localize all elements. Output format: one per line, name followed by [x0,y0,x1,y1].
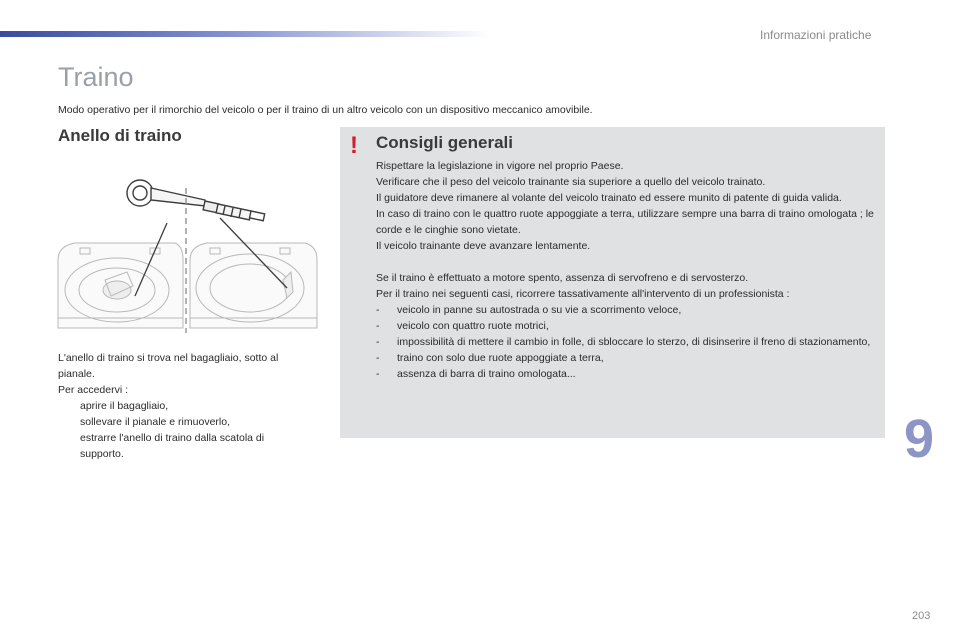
advice-line: Verificare che il peso del veicolo trainante sia superiore a quello del veicolo trainato. [376,176,766,188]
advice-line: In caso di traino con le quattro ruote appoggiate a terra, utilizzare sempre una barra di traino omologata ; le corde e le cinghie sono vietate. [376,208,874,236]
tow-eye-icon [127,180,265,221]
header-accent-bar [0,31,490,37]
intro-text: Modo operativo per il rimorchio del veicolo o per il traino di un altro veicolo con un dispositivo meccanico amovibile. [58,104,593,116]
paragraph-gap [376,254,876,270]
advice-line: Per il traino nei seguenti casi, ricorrere tassativamente all'intervento di un professionista : [376,288,790,300]
tow-ring-description [58,350,308,462]
professional-case: - veicolo con quattro ruote motrici, [376,320,549,332]
advice-line: Se il traino è effettuato a motore spento, assenza di servofreno e di servosterzo. [376,272,749,284]
general-advice-text [376,158,876,382]
access-intro: Per accedervi : [58,384,129,396]
professional-case: - traino con solo due ruote appoggiate a terra, [376,352,604,364]
section-label: Informazioni pratiche [760,28,872,42]
access-step: aprire il bagagliaio, [80,400,169,412]
chapter-number: 9 [904,409,935,469]
access-steps [58,398,308,462]
tow-ring-heading: Anello di traino [58,126,182,145]
tow-ring-illustration [55,168,320,343]
access-step: estrarre l'anello di traino dalla scatola di supporto. [80,432,265,460]
trunk-view-left [58,243,183,328]
professional-case: - veicolo in panne su autostrada o su vie a scorrimento veloce, [376,304,682,316]
advice-line: Il veicolo trainante deve avanzare lentamente. [376,240,591,252]
advice-line: Rispettare la legislazione in vigore nel proprio Paese. [376,160,624,172]
access-step: sollevare il pianale e rimuoverlo, [80,416,230,428]
warning-icon: ! [350,132,358,159]
general-advice-heading: Consigli generali [376,133,513,152]
advice-line: Il guidatore deve rimanere al volante del veicolo trainato ed essere munito di patente di guida valida. [376,192,842,204]
location-text: L'anello di traino si trova nel bagagliaio, sotto al pianale. [58,352,279,380]
trunk-view-right [190,243,317,328]
page-title: Traino [58,62,134,92]
professional-case: - impossibilità di mettere il cambio in folle, di sbloccare lo sterzo, di disinserire il freno di stazionamento, [376,336,871,348]
tow-ring-figure [55,168,320,343]
professional-case: - assenza di barra di traino omologata... [376,368,576,380]
page-number: 203 [912,610,931,622]
professional-cases-list [376,302,876,382]
